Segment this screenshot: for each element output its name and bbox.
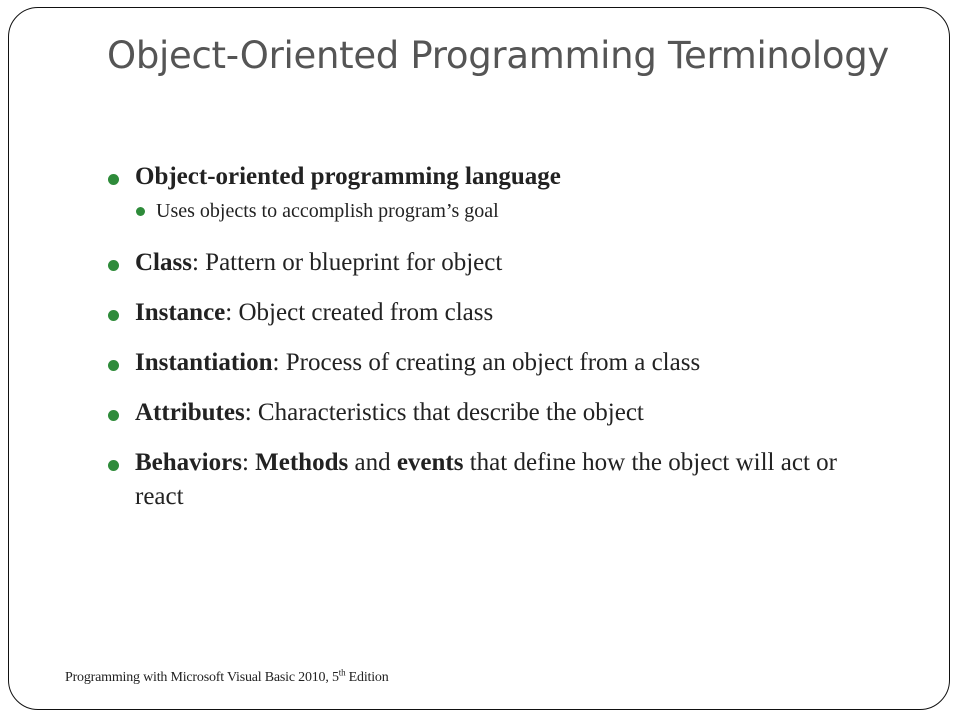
bullet-dot-icon [108, 460, 119, 471]
bullet-term: Class [135, 249, 192, 276]
bullet-separator: : [191, 249, 199, 276]
footer-superscript: th [338, 667, 346, 678]
bullet-item [108, 246, 888, 280]
sub-bullet-dot-icon [136, 207, 145, 216]
bullet-list [108, 160, 888, 530]
bullet-term: Instantiation [135, 349, 273, 376]
bullet-separator: : [244, 399, 252, 426]
slide-footer [65, 667, 389, 686]
bullet-item [108, 396, 888, 430]
bullet-item [108, 160, 888, 194]
bullet-term: Behaviors [135, 449, 242, 476]
footer-text: Programming with Microsoft Visual Basic 2010, 5 [65, 670, 339, 685]
bullet-item [108, 296, 888, 330]
sub-bullet-text: Uses objects to accomplish program’s goal [156, 200, 499, 222]
bullet-desc: and [348, 449, 397, 476]
bullet-term: Attributes [135, 399, 245, 426]
bullet-dot-icon [108, 260, 119, 271]
bullet-term: Object-oriented programming language [135, 163, 561, 190]
bullet-dot-icon [108, 310, 119, 321]
bullet-separator: : [241, 449, 249, 476]
bullet-desc: Characteristics that describe the object [251, 399, 644, 426]
sub-bullet-item [108, 196, 888, 226]
bullet-dot-icon [108, 410, 119, 421]
slide-title: Object-Oriented Programming Terminology [107, 34, 890, 77]
bullet-term: Methods [255, 449, 349, 476]
bullet-term: events [396, 449, 464, 476]
bullet-desc: Pattern or blueprint for object [198, 249, 503, 276]
footer-tail: Edition [345, 670, 389, 685]
bullet-item [108, 346, 888, 380]
bullet-dot-icon [108, 360, 119, 371]
bullet-term: Instance [135, 299, 226, 326]
bullet-desc: Process of creating an object from a class [279, 349, 701, 376]
bullet-separator: : [272, 349, 280, 376]
bullet-item [108, 446, 888, 514]
bullet-desc: Object created from class [232, 299, 494, 326]
bullet-desc: that define how the object will act or react [135, 449, 837, 510]
bullet-dot-icon [108, 174, 119, 185]
bullet-separator: : [225, 299, 233, 326]
